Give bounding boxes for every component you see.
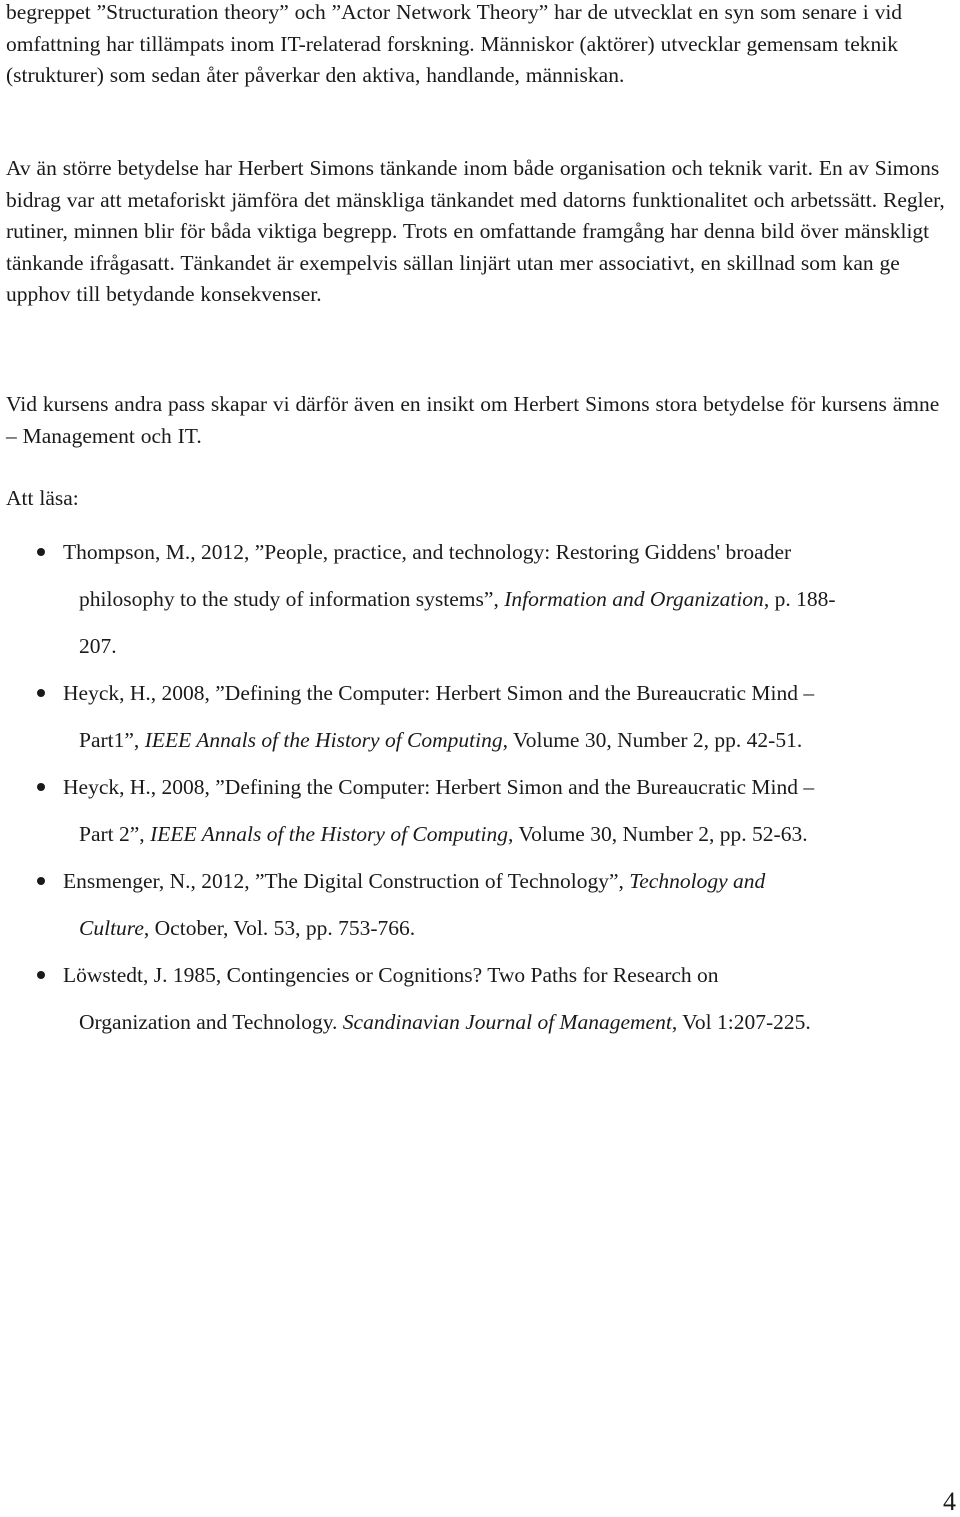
reference-line bbox=[63, 717, 954, 764]
reference-text: Part1”, bbox=[79, 728, 145, 752]
reference-item bbox=[6, 858, 954, 952]
reference-text: , Volume 30, Number 2, pp. 42-51. bbox=[502, 728, 803, 752]
paragraph-herbert-simon: Av än större betydelse har Herbert Simons tänkande inom både organisation och teknik varit. En av Simons bidrag var att metaforiskt jämföra det mänskliga tänkandet med datorns funktionalitet och arbetssätt. Regler, rutiner, minnen blir för båda viktiga begrepp. Trots en omfattande framgång har denna bild över mänskligt tänkande ifrågasatt. Tänkandet är exempelvis sällan linjärt utan mer associativt, en skillnad som kan ge upphov till betydande konsekvenser. bbox=[6, 156, 945, 306]
journal-title: IEEE Annals of the History of Computing bbox=[144, 728, 503, 752]
reference-line: Heyck, H., 2008, ”Defining the Computer: Herbert Simon and the Bureaucratic Mind – bbox=[63, 775, 815, 799]
reference-item bbox=[6, 670, 954, 764]
reference-text: , October, Vol. 53, pp. 753-766. bbox=[143, 916, 416, 940]
journal-title: Technology and bbox=[629, 869, 766, 893]
reference-text: philosophy to the study of information systems”, bbox=[79, 587, 505, 611]
reference-line: 207. bbox=[79, 634, 117, 658]
paragraph-course-session: Vid kursens andra pass skapar vi därför även en insikt om Herbert Simons stora betydelse för kursens ämne – Management och IT. bbox=[6, 392, 940, 448]
reference-text: Organization and Technology. bbox=[79, 1010, 343, 1034]
reference-text: Part 2”, bbox=[79, 822, 151, 846]
reference-text: , p. 188- bbox=[763, 587, 836, 611]
journal-title: IEEE Annals of the History of Computing bbox=[150, 822, 508, 846]
reference-line bbox=[63, 576, 954, 623]
reference-line bbox=[63, 811, 954, 858]
paragraph-structuration: begreppet ”Structuration theory” och ”Actor Network Theory” har de utvecklat en syn som senare i vid omfattning har tillämpats inom IT-relaterad forskning. Människor (aktörer) utvecklar gemensam teknik (strukturer) som sedan åter påverkar den aktiva, handlande, människan. bbox=[6, 0, 903, 87]
reference-line: Löwstedt, J. 1985, Contingencies or Cognitions? Two Paths for Research on bbox=[63, 963, 719, 987]
journal-title: Culture bbox=[79, 916, 144, 940]
reference-line bbox=[63, 999, 954, 1046]
journal-title: Information and Organization bbox=[504, 587, 764, 611]
reference-line bbox=[63, 858, 954, 905]
reference-text: , Volume 30, Number 2, pp. 52-63. bbox=[507, 822, 808, 846]
journal-title: Scandinavian Journal of Management bbox=[342, 1010, 672, 1034]
reference-item bbox=[6, 529, 954, 670]
reading-list bbox=[6, 529, 954, 1046]
reference-item bbox=[6, 952, 954, 1046]
reference-item bbox=[6, 764, 954, 858]
reference-text: , Vol 1:207-225. bbox=[671, 1010, 811, 1034]
reference-line: Thompson, M., 2012, ”People, practice, and technology: Restoring Giddens' broader bbox=[63, 540, 792, 564]
reference-line: Heyck, H., 2008, ”Defining the Computer: Herbert Simon and the Bureaucratic Mind – bbox=[63, 681, 815, 705]
page-number: 4 bbox=[943, 1487, 956, 1516]
reference-line bbox=[63, 905, 954, 952]
reading-heading: Att läsa: bbox=[6, 486, 79, 510]
reference-text: Ensmenger, N., 2012, ”The Digital Construction of Technology”, bbox=[63, 869, 630, 893]
